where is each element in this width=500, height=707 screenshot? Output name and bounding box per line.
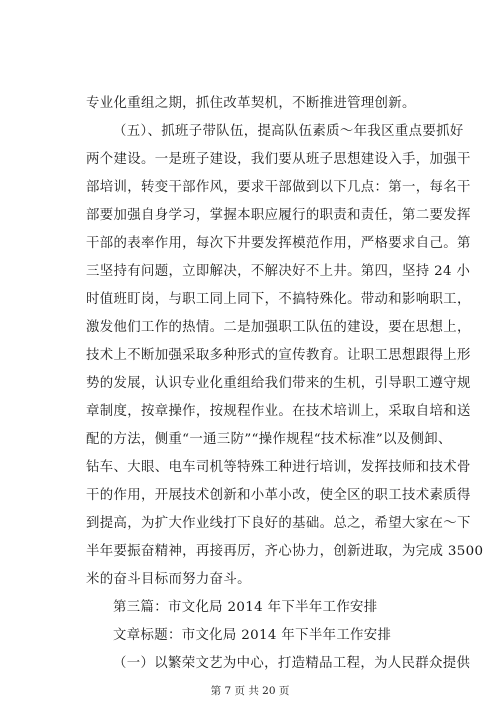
body-line-2: （五）、抓班子带队伍，提高队伍素质～年我区重点要抓好 (113, 124, 464, 139)
body-line-7: 三坚持有问题，立即解决，不解决好不上井。第四，坚持 24 小 (86, 264, 471, 279)
body-line-21: （一）以繁荣文艺为中心，打造精品工程，为人民群众提供 (113, 656, 471, 671)
article-title: 文章标题：市文化局 2014 年下半年工作安排 (113, 628, 392, 643)
section-heading: 第三篇：市文化局 2014 年下半年工作安排 (113, 600, 378, 615)
body-line-16: 到提高，为扩大作业线打下良好的基础。总之，希望大家在～下 (86, 516, 471, 531)
body-line-6: 干部的表率作用，每次下井要发挥模范作用，严格要求自己。第 (86, 236, 471, 251)
body-line-10: 技术上不断加强采取多种形式的宣传教育。让职工思想跟得上形 (86, 348, 471, 363)
body-line-3: 两个建设。一是班子建设，我们要从班子思想建设入手，加强干 (86, 152, 471, 167)
body-line-11: 势的发展，认识专业化重组给我们带来的生机，引导职工遵守规 (86, 376, 471, 391)
body-line-9: 激发他们工作的热情。二是加强职工队伍的建设，要在思想上， (86, 320, 471, 335)
body-line-1: 专业化重组之期，抓住改革契机，不断推进管理创新。 (86, 96, 416, 111)
body-line-8: 时值班盯岗，与职工同上同下，不搞特殊化。带动和影响职工， (86, 292, 471, 307)
body-line-13: 配的方法，侧重“一通三防”“操作规程“技术标准”以及侧卸、 (86, 432, 452, 447)
body-line-4: 部培训，转变干部作风，要求干部做到以下几点：第一，每名干 (86, 180, 471, 195)
body-line-5: 部要加强自身学习，掌握本职应履行的职责和责任，第二要发挥 (86, 208, 471, 223)
body-line-12: 章制度，按章操作，按规程作业。在技术培训上，采取自培和送 (86, 404, 471, 419)
body-line-15: 干的作用，开展技术创新和小革小改，使全区的职工技术素质得 (86, 488, 471, 503)
body-line-17: 半年要振奋精神，再接再厉，齐心协力，创新进取，为完成 3500 (86, 544, 484, 559)
body-line-14: 钻车、大眼、电车司机等特殊工种进行培训，发挥技师和技术骨 (86, 460, 471, 475)
page-number-footer: 第 7 页 共 20 页 (210, 685, 290, 697)
body-line-18: 米的奋斗目标而努力奋斗。 (86, 572, 251, 587)
